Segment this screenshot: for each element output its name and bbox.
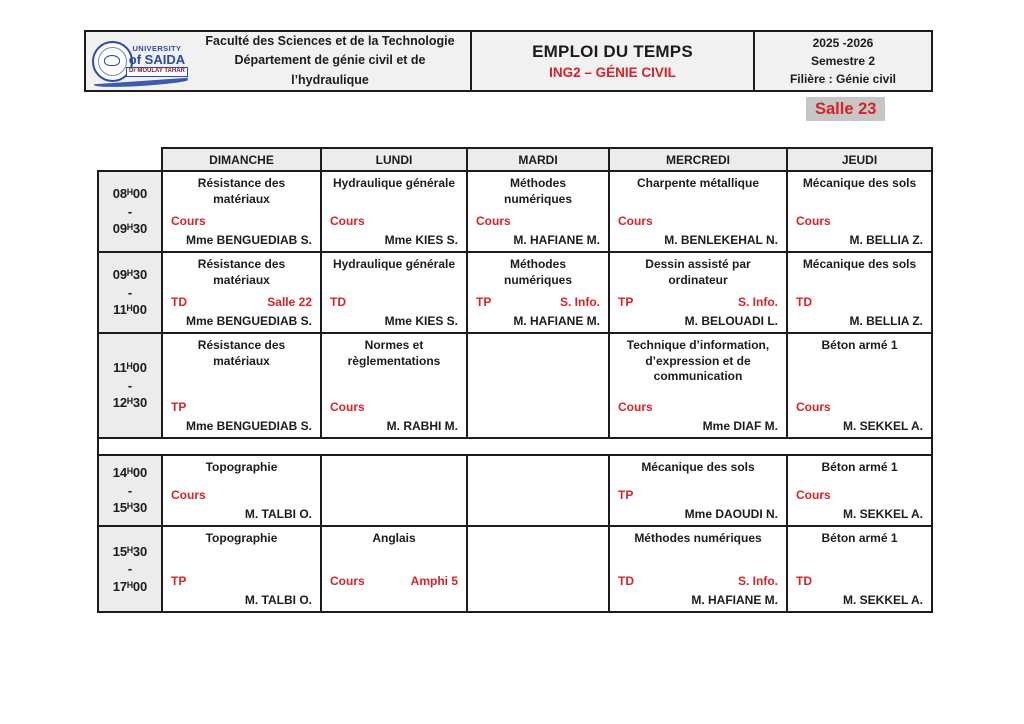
course-title: Résistance des matériaux [197, 257, 286, 287]
course-title: Technique d’information, d’expression et de communication [626, 338, 770, 384]
course-cell [321, 171, 467, 252]
logo-line2: of SAIDA [128, 51, 186, 67]
course-title: Méthodes numériques [634, 531, 762, 545]
course-cell-empty [467, 526, 609, 612]
course-title: Hydraulique générale [332, 176, 456, 190]
time-sep: - [127, 284, 133, 300]
course-title: Méthodes numériques [503, 257, 572, 287]
course-cell [321, 252, 467, 333]
timetable-row [98, 526, 932, 612]
course-title: Charpente métallique [636, 176, 760, 190]
time-start: 14ᴴ00 [112, 465, 148, 481]
course-room: Salle 22 [267, 295, 312, 309]
course-type: Cours [171, 488, 206, 502]
course-type: Cours [796, 400, 831, 414]
course-type: Cours [618, 214, 653, 228]
time-slot [98, 455, 162, 526]
course-cell [467, 171, 609, 252]
timetable [97, 147, 933, 613]
time-start: 11ᴴ00 [113, 360, 147, 376]
course-cell [162, 252, 321, 333]
course-cell [787, 171, 932, 252]
course-cell [787, 455, 932, 526]
course-room: S. Info. [738, 574, 778, 588]
course-cell [467, 252, 609, 333]
course-type: Cours [330, 214, 365, 228]
course-type: TP [171, 400, 187, 414]
time-end: 12ᴴ30 [112, 395, 148, 411]
logo-line1: UNIVERSITY [132, 44, 182, 54]
course-cell-empty [467, 455, 609, 526]
faculty-lines [194, 32, 470, 90]
course-title: Méthodes numériques [503, 176, 572, 206]
course-room: Amphi 5 [410, 574, 458, 588]
course-type: TP [476, 295, 492, 309]
course-teacher: M. BELLIA Z. [849, 314, 923, 328]
filiere: Filière : Génie civil [789, 72, 897, 86]
course-teacher: M. HAFIANE M. [513, 233, 600, 247]
course-title: Résistance des matériaux [197, 338, 286, 368]
course-title: Mécanique des sols [802, 257, 917, 271]
course-type: Cours [330, 400, 365, 414]
course-title: Hydraulique générale [332, 257, 456, 271]
timetable-row [98, 455, 932, 526]
course-teacher: M. BELLIA Z. [849, 233, 923, 247]
course-cell [609, 252, 787, 333]
course-cell [162, 333, 321, 438]
day-header-mardi: MARDI [467, 148, 609, 171]
class-title: ING2 – GÉNIE CIVIL [549, 65, 676, 80]
day-header-jeudi: JEUDI [787, 148, 932, 171]
course-title: Normes et règlementations [347, 338, 441, 368]
course-title: Béton armé 1 [821, 531, 898, 545]
course-teacher: M. BENLEKEHAL N. [664, 233, 778, 247]
logo-text [126, 45, 188, 77]
course-cell [321, 526, 467, 612]
course-type: TP [618, 295, 634, 309]
day-header-mercredi: MERCREDI [609, 148, 787, 171]
course-cell-empty [321, 455, 467, 526]
time-start: 09ᴴ30 [112, 267, 148, 283]
course-teacher: M. HAFIANE M. [691, 593, 778, 607]
course-type: Cours [476, 214, 511, 228]
course-cell [609, 455, 787, 526]
course-teacher: M. TALBI O. [244, 507, 312, 521]
course-type: TD [796, 574, 812, 588]
course-title: Topographie [205, 460, 278, 474]
document-title: EMPLOI DU TEMPS [532, 42, 693, 61]
time-end: 15ᴴ30 [112, 500, 148, 516]
course-title: Mécanique des sols [641, 460, 755, 474]
time-sep: - [127, 561, 133, 577]
time-start: 08ᴴ00 [112, 186, 148, 202]
lunch-break-cell [98, 438, 932, 455]
course-cell [609, 526, 787, 612]
course-title: Béton armé 1 [821, 460, 898, 474]
course-type: TD [330, 295, 346, 309]
academic-year: 2025 -2026 [812, 36, 874, 50]
faculty-name: Faculté des Sciences et de la Technologie [205, 33, 455, 48]
header-right-cell [753, 32, 931, 90]
day-header-dimanche: DIMANCHE [162, 148, 321, 171]
course-teacher: Mme DIAF M. [702, 419, 778, 433]
course-type: TD [796, 295, 812, 309]
course-cell [609, 171, 787, 252]
timetable-row [98, 333, 932, 438]
corner-spacer [98, 148, 162, 171]
course-teacher: Mme DAOUDI N. [684, 507, 778, 521]
course-cell-empty [467, 333, 609, 438]
course-teacher: M. HAFIANE M. [513, 314, 600, 328]
course-teacher: M. BELOUADI L. [684, 314, 778, 328]
course-room: S. Info. [738, 295, 778, 309]
course-cell [787, 252, 932, 333]
day-header-row [98, 148, 932, 171]
course-type: Cours [796, 214, 831, 228]
course-cell [609, 333, 787, 438]
time-end: 17ᴴ00 [112, 578, 148, 594]
course-teacher: M. TALBI O. [244, 593, 312, 607]
semester: Semestre 2 [810, 54, 876, 68]
university-logo [92, 32, 194, 90]
course-cell [162, 526, 321, 612]
course-teacher: Mme KIES S. [384, 233, 458, 247]
header-left-cell [86, 32, 470, 90]
course-cell [787, 333, 932, 438]
timetable-row [98, 252, 932, 333]
course-teacher [330, 594, 458, 608]
course-teacher: Mme BENGUEDIAB S. [185, 233, 312, 247]
course-cell [162, 455, 321, 526]
time-slot [98, 333, 162, 438]
timetable-row [98, 171, 932, 252]
time-start: 15ᴴ30 [112, 543, 148, 559]
course-type: Cours [171, 214, 206, 228]
course-title: Résistance des matériaux [197, 176, 286, 206]
course-teacher: Mme BENGUEDIAB S. [185, 314, 312, 328]
course-cell [321, 333, 467, 438]
course-teacher: M. SEKKEL A. [842, 419, 923, 433]
logo-line3: Dr MOULAY TAHAR [126, 67, 188, 77]
course-teacher: M. RABHI M. [386, 419, 458, 433]
course-title: Béton armé 1 [821, 338, 898, 352]
room-banner: Salle 23 [806, 97, 885, 121]
course-teacher: Mme BENGUEDIAB S. [185, 419, 312, 433]
course-type: TP [618, 488, 634, 502]
course-cell [787, 526, 932, 612]
time-end: 11ᴴ00 [113, 302, 147, 318]
course-type: Cours [618, 400, 653, 414]
course-type: TD [618, 574, 634, 588]
header-box [84, 30, 933, 92]
time-slot [98, 526, 162, 612]
course-teacher: M. SEKKEL A. [842, 593, 923, 607]
course-title: Anglais [372, 531, 416, 545]
header-center-cell [470, 32, 753, 90]
time-sep: - [127, 377, 133, 393]
course-cell [162, 171, 321, 252]
course-type: TP [171, 574, 187, 588]
course-teacher: Mme KIES S. [384, 314, 458, 328]
time-sep: - [127, 482, 133, 498]
course-title: Mécanique des sols [802, 176, 917, 190]
course-title: Topographie [205, 531, 278, 545]
course-type: Cours [330, 574, 365, 588]
break-row [98, 438, 932, 455]
course-title: Dessin assisté par ordinateur [645, 257, 751, 287]
day-header-lundi: LUNDI [321, 148, 467, 171]
course-type: TD [171, 295, 187, 309]
course-room: S. Info. [560, 295, 600, 309]
department-name: Département de génie civil et de l’hydraulique [234, 53, 426, 87]
course-type: Cours [796, 488, 831, 502]
time-slot [98, 171, 162, 252]
time-end: 09ᴴ30 [112, 221, 148, 237]
time-slot [98, 252, 162, 333]
course-teacher: M. SEKKEL A. [842, 507, 923, 521]
time-sep: - [127, 203, 133, 219]
